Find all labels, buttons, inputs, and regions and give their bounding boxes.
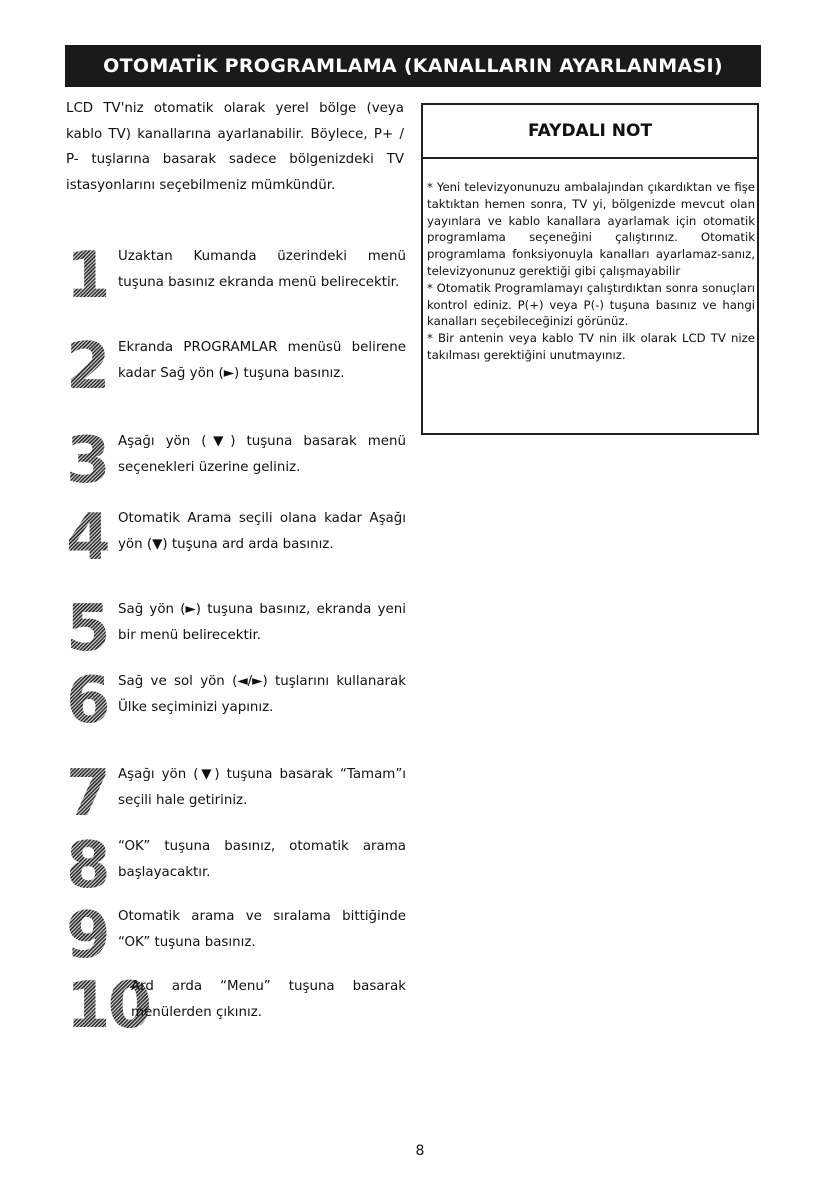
step-8 (66, 829, 406, 903)
step-text: Sağ yön (►) tuşuna basınız, ekranda yeni bir menü belirecektir. (118, 602, 406, 643)
note-paragraph: * Yeni televizyonunuzu ambalajından çıkardıktan ve fişe taktıktan hemen sonra, TV yi, bölgenizde mevcut olan yayınlara ve kablo kanallara ayarlamak için otomatik programlama seçeneğini çalıştırınız. Otomatik programlama fonksiyonuyla kanalları ayarlamaz-sanız, televizyonunuz gerektiği gibi çalışmayabilir (427, 180, 755, 278)
note-paragraph: * Otomatik Programlamayı çalıştırdıktan sonra sonuçları kontrol ediniz. P(+) veya P(-) tuşuna basınız ve hangi kanalları seçebileceğinizi görünüz. (427, 280, 755, 329)
page-title-bar (65, 45, 761, 87)
step-text: Otomatik arama ve sıralama bittiğinde “OK” tuşuna basınız. (118, 909, 406, 950)
step-4 (66, 501, 406, 575)
step-5 (66, 592, 406, 666)
step-number: 7 (66, 757, 108, 831)
helpful-note-box (421, 103, 759, 435)
intro-paragraph: LCD TV'niz otomatik olarak yerel bölge (veya kablo TV) kanallarına ayarlanabilir. Böylece, P+ / P- tuşlarına basarak sadece bölgenizdeki TV istasyonlarını seçebilmeniz mümkündür. (66, 101, 404, 193)
step-7 (66, 757, 406, 831)
step-10 (66, 969, 406, 1043)
step-text: “OK” tuşuna basınız, otomatik arama başlayacaktır. (118, 839, 406, 880)
step-number: 3 (66, 424, 108, 498)
page-title: OTOMATİK PROGRAMLAMA (KANALLARIN AYARLANMASI) (103, 55, 723, 77)
step-6 (66, 664, 406, 738)
step-number: 10 (66, 969, 150, 1043)
step-text: Ekranda PROGRAMLAR menüsü belirene kadar Sağ yön (►) tuşuna basınız. (118, 340, 406, 381)
note-paragraph: * Bir antenin veya kablo TV nin ilk olarak LCD TV nize takılması gerektiğini unutmayınız. (427, 331, 755, 362)
step-number: 6 (66, 664, 108, 738)
step-text: Aşağı yön (▼) tuşuna basarak menü seçenekleri üzerine geliniz. (118, 434, 406, 475)
step-2 (66, 330, 406, 404)
step-3 (66, 424, 406, 498)
step-text: Ard arda “Menu” tuşuna basarak menülerden çıkınız. (131, 979, 406, 1020)
step-9 (66, 899, 406, 973)
step-number: 2 (66, 330, 108, 404)
step-text: Aşağı yön (▼) tuşuna basarak “Tamam”ı seçili hale getiriniz. (118, 767, 406, 808)
step-number: 5 (66, 592, 108, 666)
step-number: 9 (66, 899, 108, 973)
page-number: 8 (415, 1143, 425, 1159)
step-1 (66, 239, 406, 313)
step-text: Sağ ve sol yön (◄/►) tuşlarını kullanarak Ülke seçiminizi yapınız. (118, 674, 406, 715)
step-number: 8 (66, 829, 108, 903)
step-number: 1 (66, 239, 108, 313)
step-number: 4 (66, 501, 108, 575)
step-text: Otomatik Arama seçili olana kadar Aşağı yön (▼) tuşuna ard arda basınız. (118, 511, 406, 552)
note-title: FAYDALI NOT (423, 105, 757, 159)
note-body (423, 159, 757, 364)
step-text: Uzaktan Kumanda üzerindeki menü tuşuna basınız ekranda menü belirecektir. (118, 249, 406, 290)
